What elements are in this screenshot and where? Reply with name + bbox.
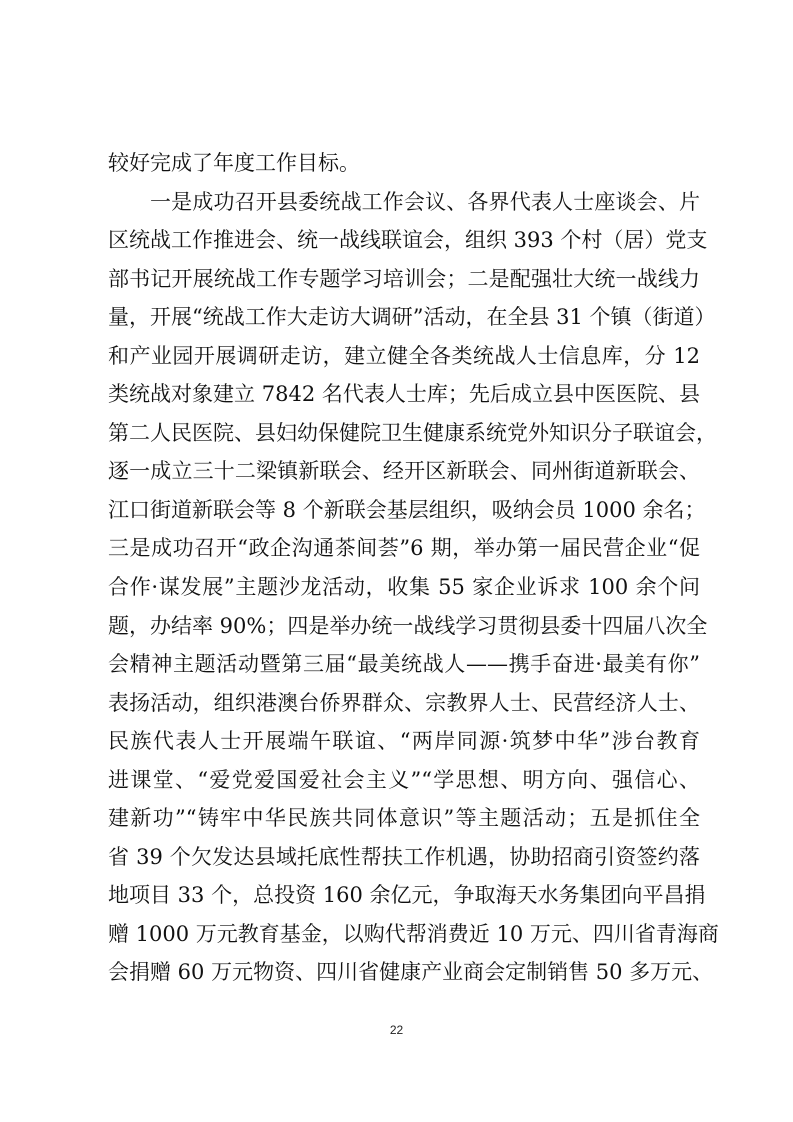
text-line: 逐一成立三十二梁镇新联会、经开区新联会、同州街道新联会、	[108, 459, 700, 484]
text-line: 区统战工作推进会、统一战线联谊会，组织 393 个村（居）党支	[108, 228, 708, 253]
text-line: 会捐赠 60 万元物资、四川省健康产业商会定制销售 50 多万元、	[108, 960, 714, 985]
text-line: 会精神主题活动暨第三届“最美统战人——携手奋进·最美有你”	[108, 652, 700, 677]
text-line: 类统战对象建立 7842 名代表人士库；先后成立县中医医院、县	[108, 382, 700, 407]
text-line: 三是成功召开“政企沟通茶间荟”6 期，举办第一届民营企业“促	[108, 536, 700, 561]
text-line: 量，开展“统战工作大走访大调研”活动，在全县 31 个镇（街道）	[108, 305, 716, 330]
text-line: 民族代表人士开展端午联谊、“两岸同源·筑梦中华”涉台教育	[108, 729, 700, 754]
text-line: 部书记开展统战工作专题学习培训会；二是配强壮大统一战线力	[108, 266, 700, 291]
text-line: 建新功”“铸牢中华民族共同体意识”等主题活动；五是抓住全	[108, 806, 700, 831]
page-number: 22	[389, 1023, 404, 1037]
text-line: 进课堂、“爱党爱国爱社会主义”“学思想、明方向、强信心、	[108, 767, 700, 792]
text-line: 表扬活动，组织港澳台侨界群众、宗教界人士、民营经济人士、	[108, 690, 700, 715]
text-line: 赠 1000 万元教育基金，以购代帮消费近 10 万元、四川省青海商	[108, 921, 719, 946]
text-line: 第二人民医院、县妇幼保健院卫生健康系统党外知识分子联谊会，	[108, 420, 717, 445]
text-line: 江口街道新联会等 8 个新联会基层组织，吸纳会员 1000 余名；	[108, 497, 706, 522]
text-line: 合作·谋发展”主题沙龙活动，收集 55 家企业诉求 100 余个问	[108, 575, 700, 600]
text-line: 地项目 33 个，总投资 160 余亿元，争取海天水务集团向平昌捐	[108, 883, 706, 908]
body-text	[108, 144, 719, 992]
text-line: 省 39 个欠发达县域托底性帮扶工作机遇，协助招商引资签约落	[108, 844, 700, 869]
text-line: 题，办结率 90%；四是举办统一战线学习贯彻县委十四届八次全	[108, 613, 708, 638]
paragraph-first-line: 一是成功召开县委统战工作会议、各界代表人士座谈会、片	[150, 189, 700, 214]
text-line: 和产业园开展调研走访，建立健全各类统战人士信息库，分 12	[108, 343, 700, 368]
text-line: 较好完成了年度工作目标。	[108, 151, 360, 175]
